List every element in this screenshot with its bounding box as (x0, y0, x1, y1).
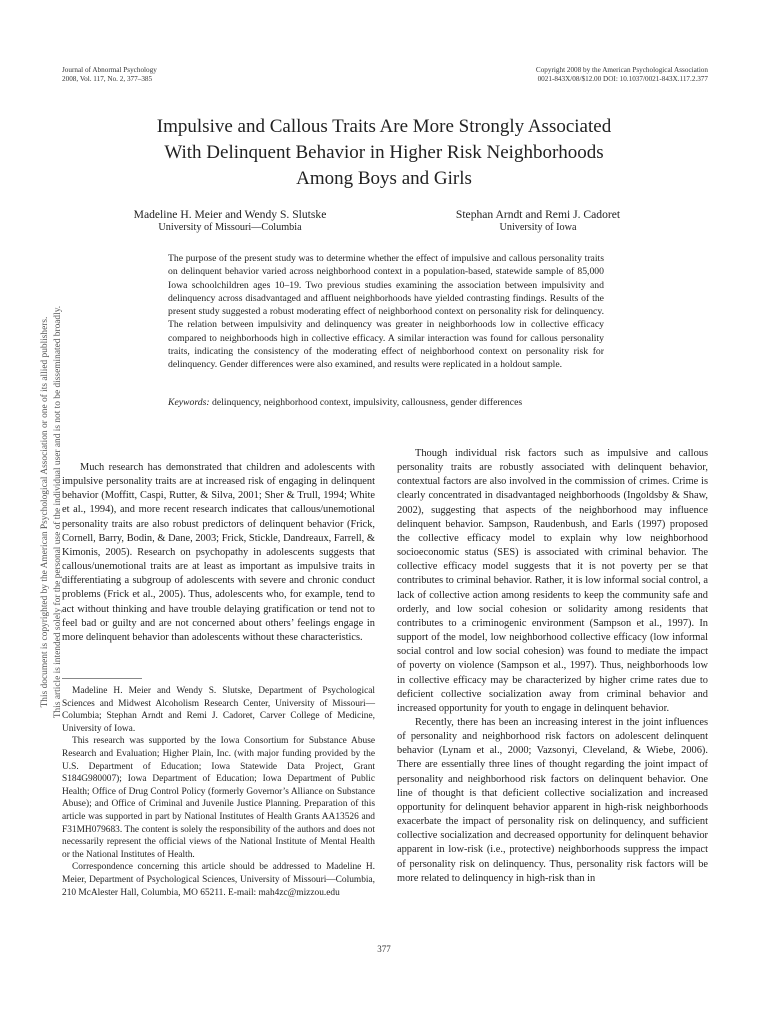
affiliation-right: University of Iowa (499, 222, 577, 233)
footnote-divider (62, 678, 142, 679)
author-names-right: Stephan Arndt and Remi J. Cadoret (455, 208, 621, 221)
keywords (168, 397, 604, 409)
journal-volume: 2008, Vol. 117, No. 2, 377–385 (62, 74, 153, 83)
title-line-2: With Delinquent Behavior in Higher Risk Neighborhoods (164, 142, 604, 163)
body-paragraph: Much research has demonstrated that children and adolescents with impulsive personality traits are at increased risk of engaging in delinquent behavior (Moffitt, Caspi, Rutter, & Silva, 2001; Sher & Trull, 1994; White et al., 1994), and more recent research indicates that callous/unemotional personality traits are also robust predictors of delinquent behavior (Frick, Cornell, Barry, Bodin, & Dane, 2003; Frick, Stickle, Dandreaux, Farrell, & Kimonis, 2005). Research on psychopathy in adolescents suggests that callous/unemotional traits are at least as important as impulsive traits in differentiating a subgroup of adolescents with severe and chronic conduct problems (Frick et al., 2005). Thus, adolescents who, for example, tend to act without thinking and have trouble delaying gratification or tend not to feel bad or guilty and are not concerned about others’ feelings engage in more delinquent behavior than adolescents without these characteristics. (62, 462, 375, 643)
affiliation-left: University of Missouri—Columbia (158, 222, 302, 233)
body-column-right (397, 447, 708, 886)
footnotes (62, 685, 375, 899)
title-line-3: Among Boys and Girls (296, 168, 472, 189)
author-block-left (80, 208, 380, 234)
side-notice-line-2: This article is intended solely for the personal use of the individual user and is not to be disseminated broadly. (53, 305, 63, 719)
keywords-label: Keywords: (168, 397, 210, 408)
journal-citation (62, 66, 157, 83)
article-title (60, 114, 708, 192)
author-block-right (400, 208, 676, 234)
footnote-correspondence: Correspondence concerning this article should be addressed to Madeline H. Meier, Department of Psychological Sciences, University of Missouri—Columbia, 210 McAlester Hall, Columbia, MO 65211. E-mail: mah4zc@mizzou.edu (62, 862, 375, 898)
copyright-line: Copyright 2008 by the American Psychological Association (535, 66, 708, 74)
keywords-text: delinquency, neighborhood context, impulsivity, callousness, gender differences (212, 397, 523, 408)
doi-line: 0021-843X/08/$12.00 DOI: 10.1037/0021-843X.117.2.377 (537, 74, 708, 83)
footnote-funding: This research was supported by the Iowa Consortium for Substance Abuse Research and Evaluation; Higher Plain, Inc. (with major funding provided by the U.S. Department of Education; Iowa Statewide Data Project, Grant S184G980007); Iowa Department of Education; Iowa Department of Public Health; Office of Drug Control Policy (formerly Governor’s Alliance on Substance Abuse); and Office of Criminal and Juvenile Justice Planning. Preparation of this article was supported in part by National Institutes of Health Grants AA13526 and F31MH079683. The content is solely the responsibility of the authors and does not necessarily represent the official views of the National Institute of Mental Health or the National Institutes of Health. (62, 736, 375, 860)
abstract: The purpose of the present study was to determine whether the effect of impulsive and callous personality traits on delinquent behavior varied across neighborhood context in a population-based, statewide sample of 85,000 Iowa schoolchildren ages 10–19. Two previous studies examining the association between impulsivity and delinquency across disadvantaged and affluent neighborhoods have yielded contrasting findings. Results of the present study suggested a robust moderating effect of neighborhood context on personality risk for delinquency. The relation between impulsivity and delinquency was greater in neighborhoods low in collective efficacy compared to neighborhoods high in collective efficacy. A similar interaction was found for callous personality traits, indicating the consistency of the moderating effect of neighborhood context on personality risk for delinquency. Gender differences were also examined, and results were replicated in a holdout sample. (168, 253, 604, 371)
body-column-left (62, 461, 375, 645)
body-paragraph: Though individual risk factors such as impulsive and callous personality traits are robustly associated with delinquent behavior, contextual factors are also involved in the commission of crimes. Crime is clearly concentrated in disadvantaged neighborhoods (Ingoldsby & Shaw, 2002), suggesting that aspects of the neighborhood may influence delinquent behavior. Sampson, Raudenbush, and Earls (1997) proposed the collective efficacy model to explain why low neighborhood socioeconomic status (SES) is associated with criminal behavior. The collective efficacy model suggests that it is not poverty per se that contributes to criminal behavior. Rather, it is low informal social control, a lack of collective action among residents to keep the community safe and orderly, and low social cohesion or solidarity among residents that contributes to a criminogenic environment (Sampson et al., 1997). In support of the model, low neighborhood collective efficacy (low informal social control and low social cohesion) was found to mediate the impact of poverty on violence (Sampson et al., 1997). Thus, neighborhoods low in collective efficacy may be characterized by higher crime rates due to deficient collective socialization away from criminal behavior and increased opportunity for youth to engage in delinquent behavior. (397, 448, 708, 714)
author-names-left: Madeline H. Meier and Wendy S. Slutske (133, 208, 327, 221)
copyright-side-notice (3, 282, 63, 742)
copyright-notice (536, 66, 708, 83)
page-number: 377 (377, 944, 391, 954)
body-paragraph: Recently, there has been an increasing interest in the joint influences of personality and neighborhood risk factors on adolescent delinquent behavior (Lynam et al., 2000; Vazsonyi, Cleveland, & Wiebe, 2006). There are essentially three lines of thought regarding the joint impact of personality and neighborhood risk factors on delinquent behavior. One line of thought is that deficient collective socialization and increased opportunity for delinquent behavior apparent in high-risk neighborhoods exacerbate the impact of personality risk on delinquency, and sufficient collective socialization and decreased opportunity for delinquent behavior apparent in low-risk (i.e., protective) neighborhoods suppress the impact of personality risk on delinquency. Thus, personality risk factors will be more related to delinquency in high-risk than in (397, 716, 708, 884)
side-notice-line-1: This document is copyrighted by the American Psychological Association or one of its allied publishers. (40, 316, 50, 708)
footnote-affiliations: Madeline H. Meier and Wendy S. Slutske, Department of Psychological Sciences and Midwest Alcoholism Research Center, University of Missouri—Columbia; Stephan Arndt and Remi J. Cadoret, Carver College of Medicine, University of Iowa. (62, 686, 375, 734)
title-line-1: Impulsive and Callous Traits Are More Strongly Associated (156, 116, 612, 137)
journal-name: Journal of Abnormal Psychology (62, 66, 157, 74)
